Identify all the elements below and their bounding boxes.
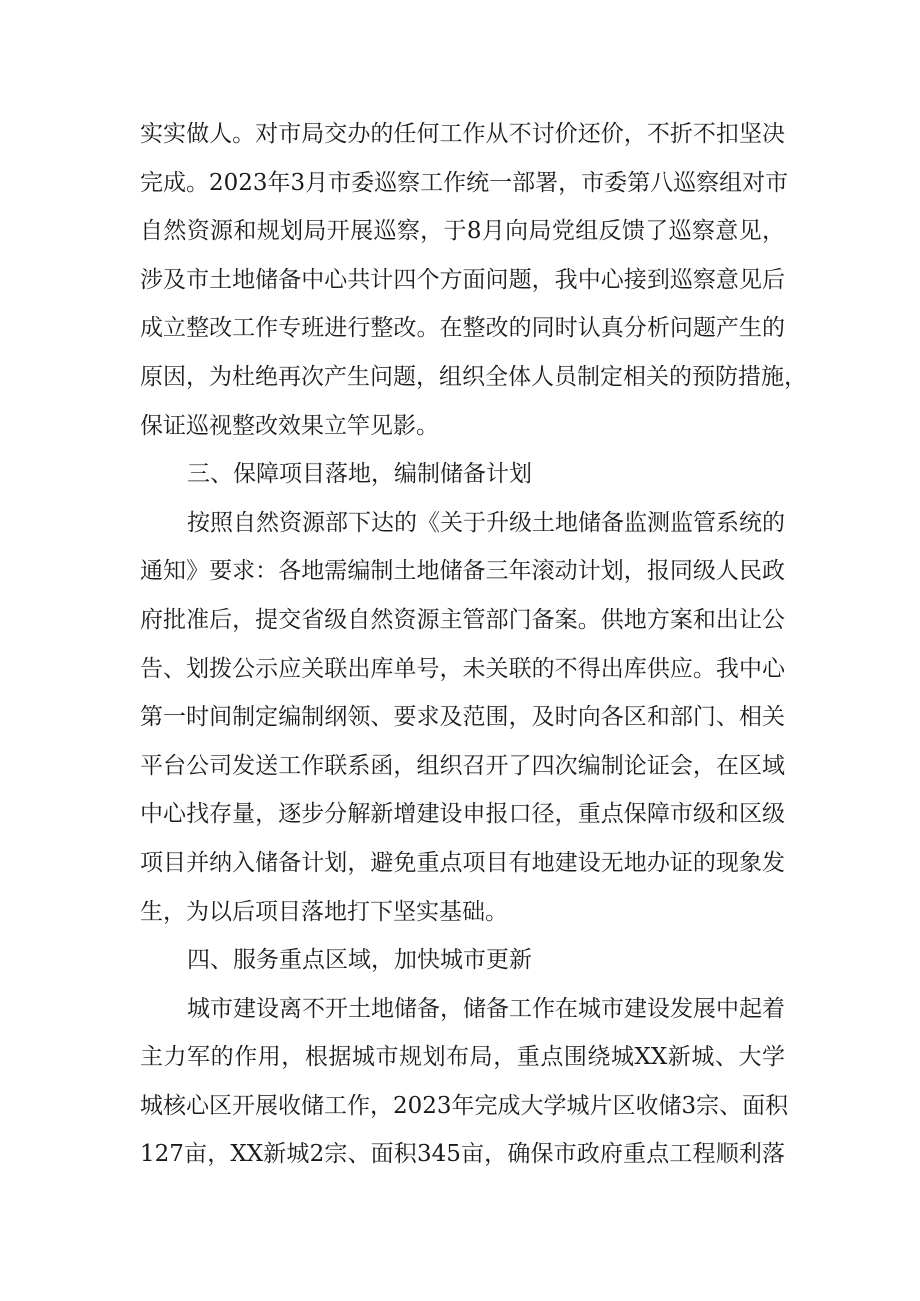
paragraph-line: 涉及市土地储备中心共计四个方面问题，我中心接到巡察意见后 bbox=[140, 266, 785, 293]
paragraph-line: 中心找存量，逐步分解新增建设申报口径，重点保障市级和区级 bbox=[140, 801, 785, 828]
paragraph-line: 通知》要求：各地需编制土地储备三年滚动计划，报同级人民政 bbox=[140, 558, 785, 585]
document-body bbox=[140, 110, 807, 1179]
paragraph-line: 原因，为杜绝再次产生问题，组织全体人员制定相关的预防措施， bbox=[140, 363, 807, 390]
section-heading: 三、保障项目落地，编制储备计划 bbox=[187, 461, 532, 488]
paragraph-line: 告、划拨公示应关联出库单号，未关联的不得出库供应。我中心 bbox=[140, 655, 785, 682]
paragraph-line: 自然资源和规划局开展巡察，于8月向局党组反馈了巡察意见， bbox=[140, 218, 785, 245]
paragraph-line: 完成。2023年3月市委巡察工作统一部署，市委第八巡察组对市 bbox=[140, 169, 789, 196]
paragraph-line: 项目并纳入储备计划，避免重点项目有地建设无地办证的现象发 bbox=[140, 849, 785, 876]
paragraph-line: 127亩，XX新城2宗、面积345亩，确保市政府重点工程顺利落 bbox=[140, 1141, 785, 1168]
paragraph-line: 成立整改工作专班进行整改。在整改的同时认真分析问题产生的 bbox=[140, 315, 785, 342]
paragraph-line: 第一时间制定编制纲领、要求及范围，及时向各区和部门、相关 bbox=[140, 704, 785, 731]
paragraph-line: 按照自然资源部下达的《关于升级土地储备监测监管系统的 bbox=[187, 509, 785, 536]
paragraph-line: 主力军的作用，根据城市规划布局，重点围绕城XX新城、大学 bbox=[140, 1044, 785, 1071]
paragraph-line: 城市建设离不开土地储备，储备工作在城市建设发展中起着 bbox=[187, 995, 785, 1022]
section-heading: 四、服务重点区域，加快城市更新 bbox=[187, 947, 532, 974]
paragraph-line: 平台公司发送工作联系函，组织召开了四次编制论证会，在区域 bbox=[140, 752, 785, 779]
paragraph-line: 府批准后，提交省级自然资源主管部门备案。供地方案和出让公 bbox=[140, 606, 785, 633]
paragraph-line: 实实做人。对市局交办的任何工作从不讨价还价，不折不扣坚决 bbox=[140, 121, 785, 147]
paragraph-line: 保证巡视整改效果立竿见影。 bbox=[140, 412, 439, 439]
paragraph-line: 城核心区开展收储工作，2023年完成大学城片区收储3宗、面积 bbox=[140, 1092, 789, 1119]
paragraph-line: 生，为以后项目落地打下坚实基础。 bbox=[140, 898, 508, 925]
